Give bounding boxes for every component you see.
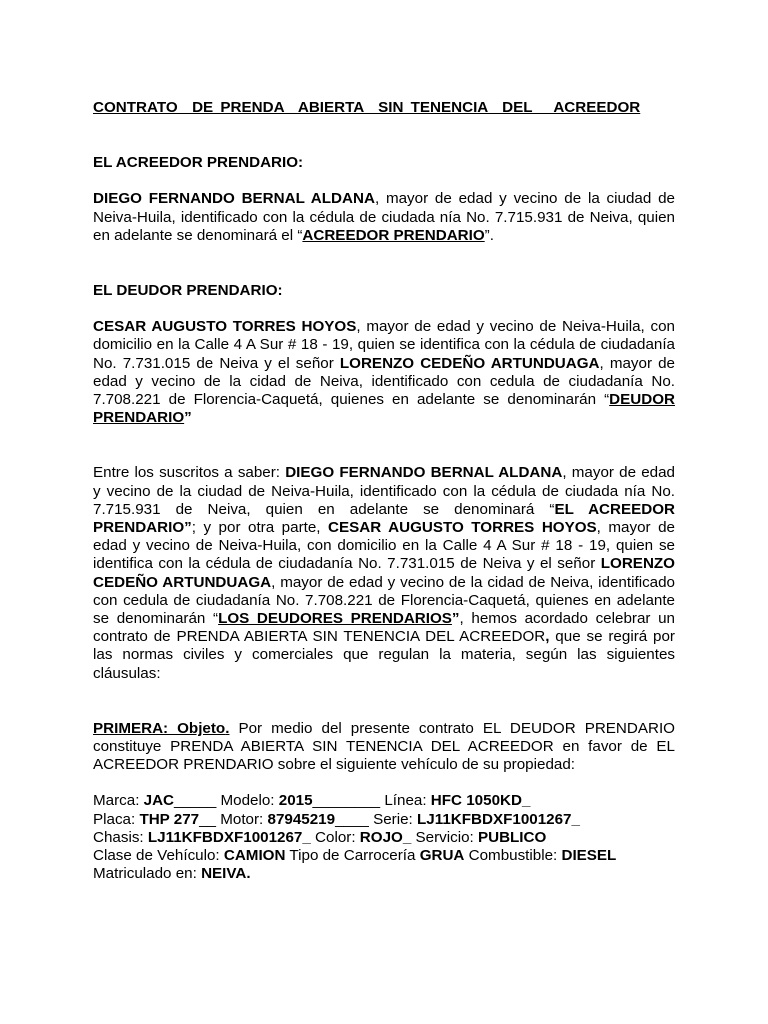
vehicle-line-3: Chasis: LJ11KFBDXF1001267_ Color: ROJO_ Servicio: PUBLICO bbox=[93, 828, 547, 846]
vehicle-motor: 87945219 bbox=[267, 810, 336, 828]
vehicle-carroceria: GRUA bbox=[419, 847, 465, 865]
intro-debtor-role: LOS DEUDORES PRENDARIOS bbox=[218, 610, 452, 628]
intro-debtor-name-2: LORENZO CEDEÑO ARTUNDUAGA bbox=[93, 555, 675, 591]
vehicle-line-4: Clase de Vehículo: CAMION Tipo de Carrocería GRUA Combustible: DIESEL bbox=[93, 847, 617, 865]
debtor-role: DEUDOR PRENDARIO bbox=[93, 391, 675, 427]
creditor-heading: EL ACREEDOR PRENDARIO: bbox=[93, 154, 304, 172]
vehicle-modelo: 2015 bbox=[278, 792, 313, 810]
vehicle-marca: JAC bbox=[143, 792, 175, 810]
intro-debtor-name-1: CESAR AUGUSTO TORRES HOYOS bbox=[328, 519, 597, 537]
vehicle-line-5: Matriculado en: NEIVA. bbox=[93, 865, 251, 883]
vehicle-servicio: PUBLICO bbox=[477, 828, 547, 846]
vehicle-clase: CAMION bbox=[223, 847, 286, 865]
vehicle-serie: LJ11KFBDXF1001267_ bbox=[417, 810, 580, 828]
creditor-role: ACREEDOR PRENDARIO bbox=[302, 226, 485, 244]
intro-creditor-name: DIEGO FERNANDO BERNAL ALDANA bbox=[285, 464, 563, 482]
vehicle-color: ROJO_ bbox=[359, 828, 412, 846]
contract-document bbox=[93, 99, 675, 884]
clause-primera-label: PRIMERA: Objeto bbox=[93, 719, 226, 737]
document-title: CONTRATO DE PRENDA ABIERTA SIN TENENCIA DEL ACREEDOR bbox=[93, 99, 641, 116]
vehicle-chasis: LJ11KFBDXF1001267_ bbox=[147, 828, 311, 846]
debtor-name-2: LORENZO CEDEÑO ARTUNDUAGA bbox=[339, 354, 600, 372]
vehicle-combustible: DIESEL bbox=[561, 847, 617, 865]
clause-primera: PRIMERA: Objeto. Por medio del presente contrato EL DEUDOR PRENDARIO constituye PRENDA ABIERTA SIN TENENCIA DEL ACREEDOR en favor de EL ACREEDOR PRENDARIO sobre el siguiente vehículo de su propiedad: bbox=[93, 719, 675, 774]
debtor-paragraph: CESAR AUGUSTO TORRES HOYOS, mayor de edad y vecino de Neiva-Huila, con domicilio en la Calle 4 A Sur # 18 - 19, quien se identifica con la cédula de ciudadanía No. 7.731.015 de Neiva y el señor LORENZO CEDEÑO ARTUNDUAGA, mayor de edad y vecino de la cidad de Neiva, identificado con cedula de ciudadanía No. 7.708.221 de Florencia-Caquetá, quienes en adelante se denominarán “DEUDOR PRENDARIO” bbox=[93, 318, 675, 427]
vehicle-line-2: Placa: THP 277__ Motor: 87945219____ Serie: LJ11KFBDXF1001267_ bbox=[93, 810, 580, 828]
creditor-name: DIEGO FERNANDO BERNAL ALDANA bbox=[93, 190, 375, 208]
debtor-name-1: CESAR AUGUSTO TORRES HOYOS bbox=[93, 318, 357, 336]
intro-creditor-role: EL ACREEDOR PRENDARIO” bbox=[93, 500, 675, 537]
debtor-heading: EL DEUDOR PRENDARIO: bbox=[93, 282, 283, 300]
vehicle-line-1: Marca: JAC_____ Modelo: 2015________ Línea: HFC 1050KD_ bbox=[93, 792, 531, 810]
vehicle-linea: HFC 1050KD_ bbox=[430, 792, 531, 810]
vehicle-placa: THP 277 bbox=[139, 810, 200, 828]
creditor-paragraph: DIEGO FERNANDO BERNAL ALDANA, mayor de edad y vecino de la ciudad de Neiva-Huila, identificado con la cédula de ciudada nía No. 7.715.931 de Neiva, quien en adelante se denominará el “ACREEDOR PRENDARIO”. bbox=[93, 190, 675, 244]
vehicle-matricula: NEIVA. bbox=[201, 865, 251, 883]
intro-paragraph: Entre los suscritos a saber: DIEGO FERNANDO BERNAL ALDANA, mayor de edad y vecino de la ciudad de Neiva-Huila, identificado con la cédula de ciudada nía No. 7.715.931 de Neiva, quien en adelante se denominará “EL ACREEDOR PRENDARIO”; y por otra parte, CESAR AUGUSTO TORRES HOYOS, mayor de edad y vecino de Neiva-Huila, con domicilio en la Calle 4 A Sur # 18 - 19, quien se identifica con la cédula de ciudadanía No. 7.731.015 de Neiva y el señor LORENZO CEDEÑO ARTUNDUAGA, mayor de edad y vecino de la cidad de Neiva, identificado con cedula de ciudadanía No. 7.708.221 de Florencia-Caquetá, quienes en adelante se denominarán “LOS DEUDORES PRENDARIOS”, hemos acordado celebrar un contrato de PRENDA ABIERTA SIN TENENCIA DEL ACREEDOR, que se regirá por las normas civiles y comerciales que regulan la materia, según las siguientes cláusulas: bbox=[93, 464, 676, 682]
